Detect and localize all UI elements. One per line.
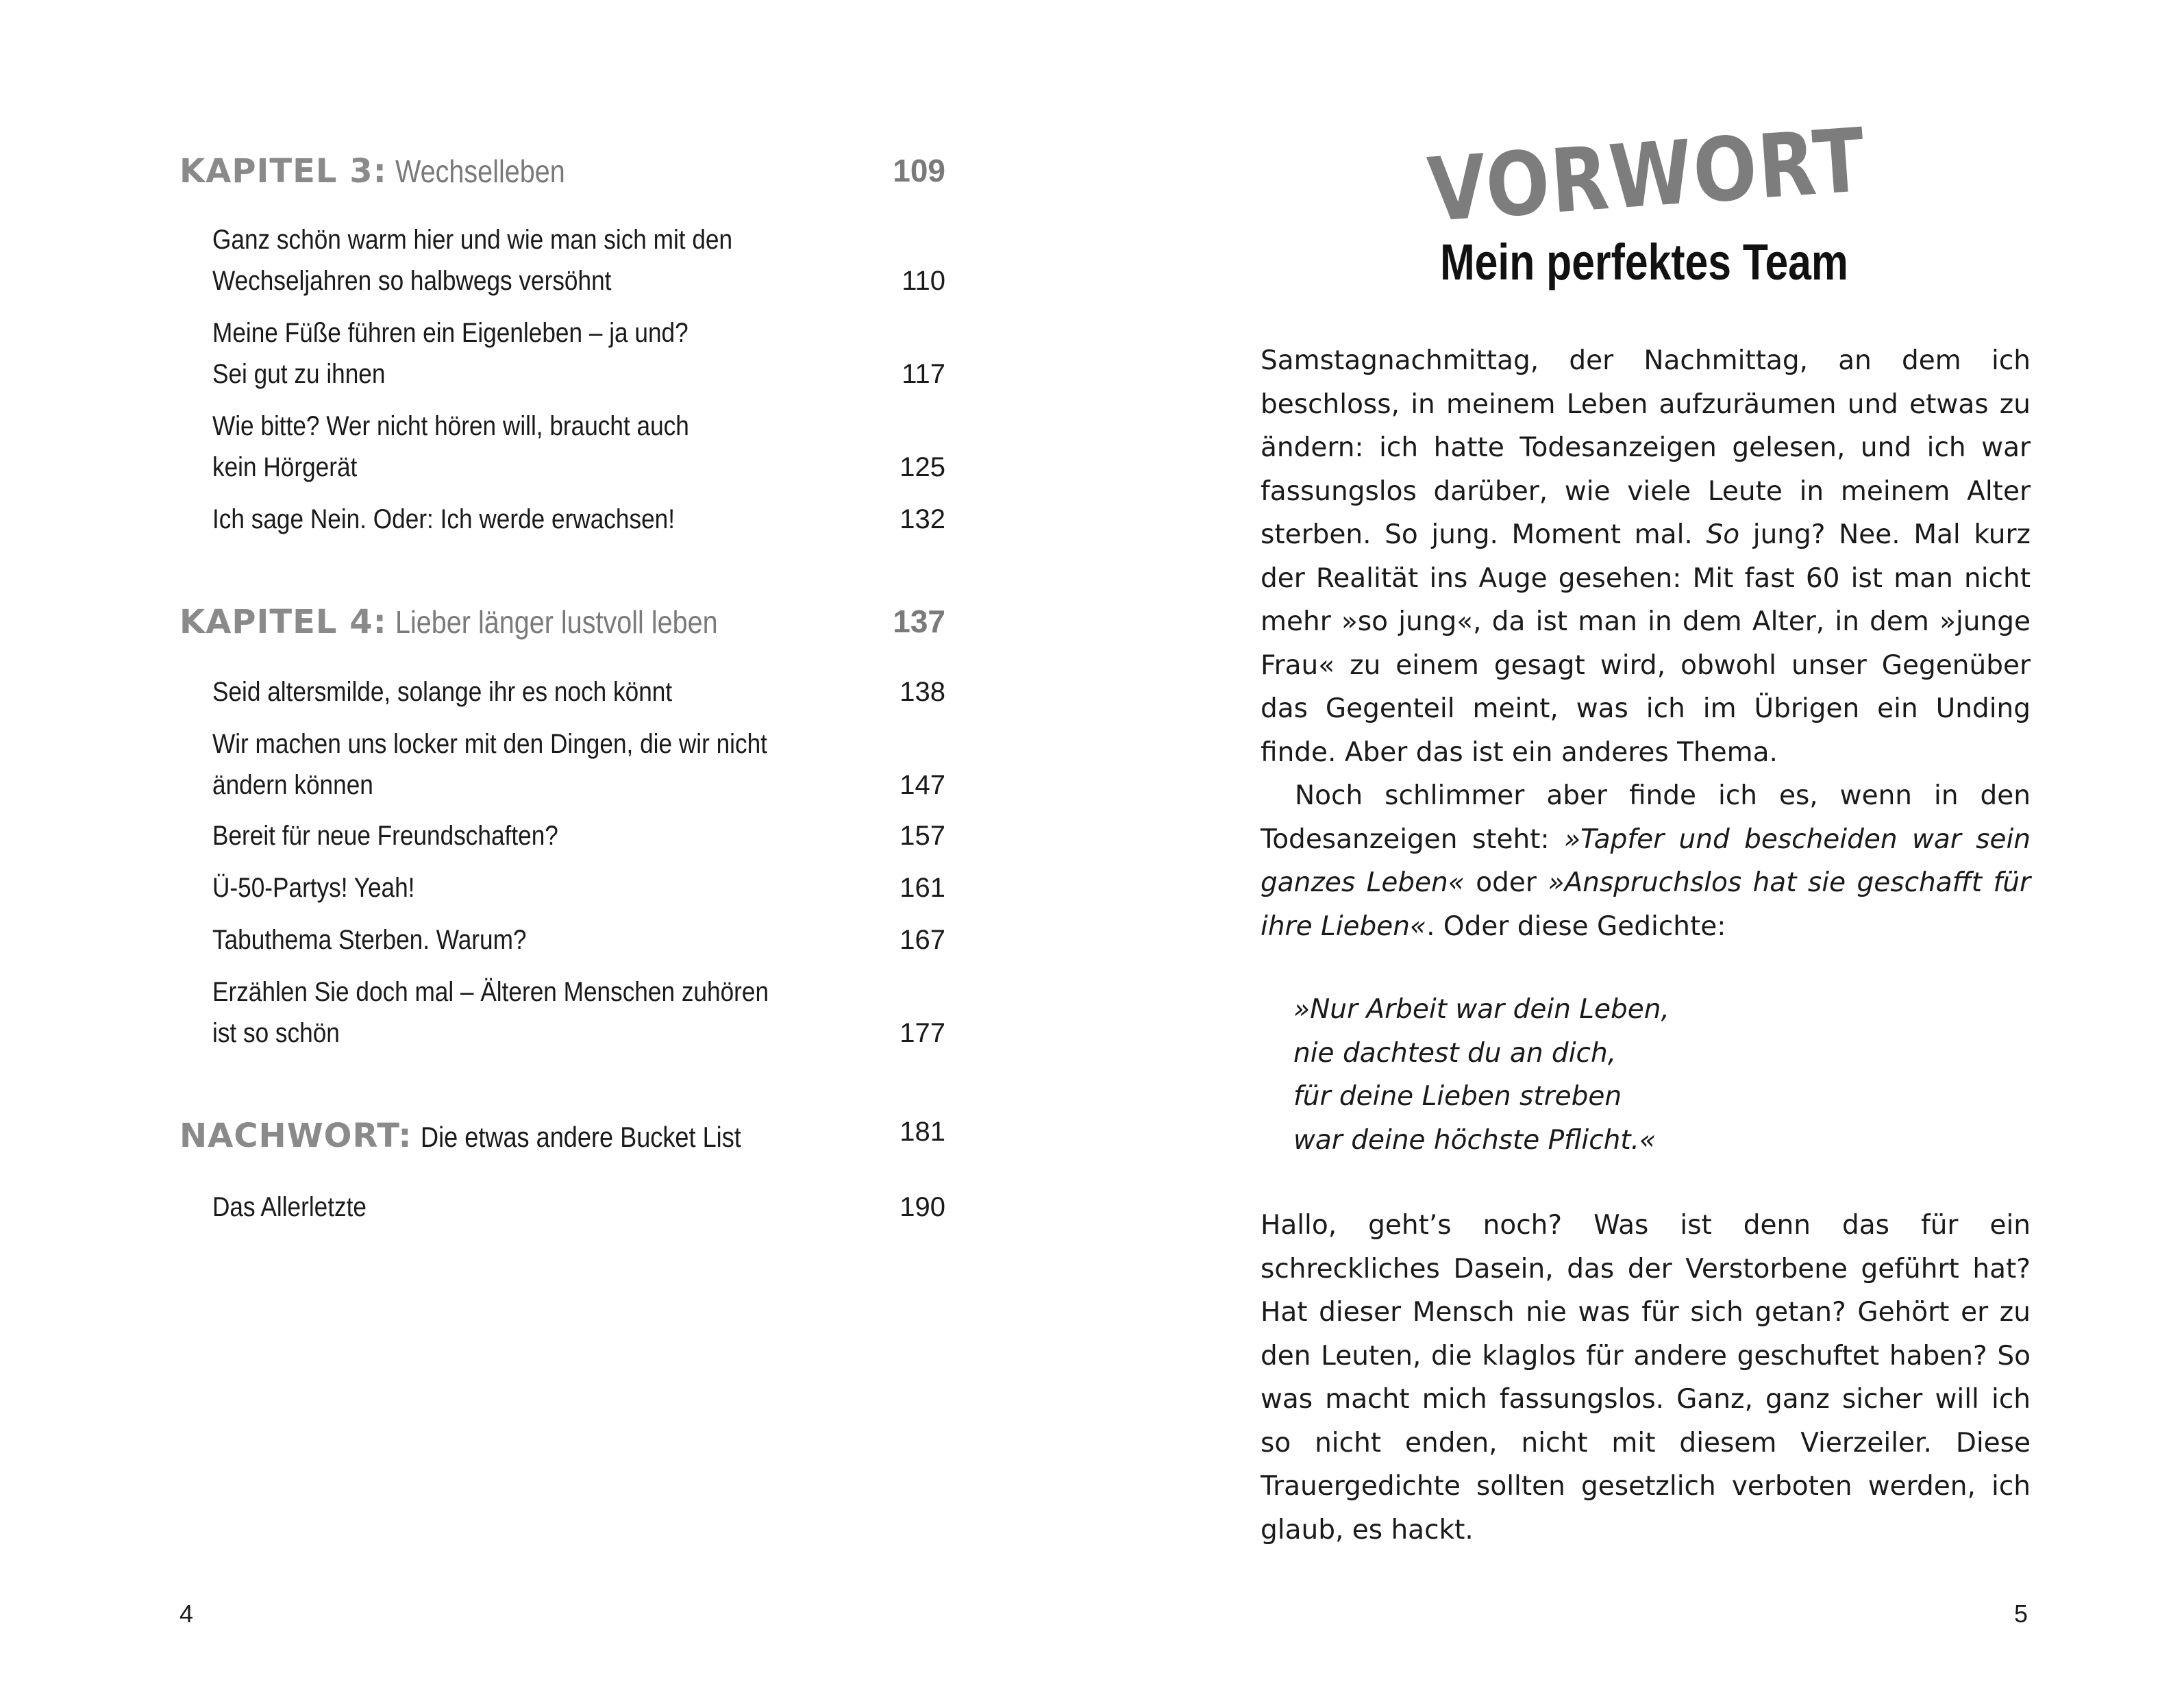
paragraph-text: . Oder diese Gedichte: bbox=[1426, 910, 1726, 942]
toc-entry bbox=[212, 867, 945, 908]
chapter-label: KAPITEL 3: bbox=[179, 152, 387, 190]
toc-entry-page: 177 bbox=[899, 1018, 945, 1048]
toc-entry bbox=[212, 671, 945, 712]
toc-entry-line: Meine Füße führen ein Eigenleben – ja und? bbox=[212, 318, 688, 348]
toc-entry-line: Erzählen Sie doch mal – Älteren Menschen zuhören bbox=[212, 977, 769, 1007]
toc-entry bbox=[212, 406, 945, 488]
quote-text: »Tapfer und bescheiden war sein ganzes Leben« bbox=[1261, 823, 2031, 898]
toc-entry-line: Das Allerletzte bbox=[212, 1192, 367, 1222]
paragraph-text: oder bbox=[1464, 867, 1548, 898]
poem bbox=[1293, 988, 1670, 1162]
paragraph-text: Samstagnachmittag, der Nachmittag, an dem ich beschloss, in meinem Leben aufzuräumen und etwas zu ändern: ich hatte Todesanzeigen gelesen, und ich war fassungslos darüber, wie viele Leute in meinem Alter sterben. So jung. Moment mal. bbox=[1261, 345, 2031, 550]
paragraph bbox=[1261, 774, 2031, 948]
toc-entry-line: Wechseljahren so halbwegs versöhnt bbox=[212, 266, 612, 296]
toc-entry-page: 110 bbox=[902, 266, 945, 296]
chapter-page-number: 109 bbox=[893, 153, 945, 188]
toc-entry-line: ändern können bbox=[212, 770, 373, 800]
toc-entry-line: Sei gut zu ihnen bbox=[212, 359, 386, 389]
toc-entry-line: ist so schön bbox=[212, 1018, 340, 1048]
toc-entry-line: Ich sage Nein. Oder: Ich werde erwachsen! bbox=[212, 504, 675, 534]
chapter-page-number: 137 bbox=[893, 604, 945, 639]
toc-entry-page: 161 bbox=[899, 873, 945, 903]
poem-line: für deine Lieben streben bbox=[1293, 1081, 1622, 1112]
toc-entry-page: 147 bbox=[899, 770, 945, 800]
paragraph-text: jung? Nee. Mal kurz der Realität ins Auge gesehen: Mit fast 60 ist man nicht mehr »so jung«, da ist man in dem Alter, in dem »junge Frau« zu einem gesagt wird, obwohl unser Gegenüber das Gegenteil meint, was ich im Übrigen ein Unding finde. Aber das ist ein anderes Thema. bbox=[1261, 519, 2031, 768]
page-number-left: 4 bbox=[179, 1600, 194, 1628]
toc-entry bbox=[212, 971, 945, 1054]
poem-line: »Nur Arbeit war dein Leben, bbox=[1293, 994, 1670, 1025]
quote-text: »Anspruchslos hat sie geschafft für ihre Lieben« bbox=[1261, 867, 2031, 942]
chapter-title: Lieber länger lustvoll leben bbox=[395, 604, 718, 640]
chapter-label: NACHWORT: bbox=[179, 1117, 412, 1155]
chapter-label: KAPITEL 4: bbox=[179, 603, 387, 641]
poem-line: nie dachtest du an dich, bbox=[1293, 1037, 1617, 1069]
toc-chapter-heading bbox=[179, 152, 945, 214]
paragraph: Hallo, geht’s noch? Was ist denn das für ein schreckliches Dasein, das der Verstorbene geführt hat? Hat dieser Mensch nie was für sich getan? Gehört er zu den Leuten, die klaglos für andere geschuftet haben? So was macht mich fassungslos. Ganz, ganz sicher will ich so nicht enden, nicht mit diesem Vierzeiler. Diese Trauergedichte sollten gesetzlich verboten werden, ich glaub, es hackt. bbox=[1261, 1210, 2031, 1546]
toc-entry-page: 125 bbox=[899, 452, 945, 482]
toc-entry-line: Wir machen uns locker mit den Dingen, die wir nicht bbox=[212, 729, 767, 759]
toc-entry bbox=[212, 723, 945, 806]
toc-chapter-heading bbox=[179, 1117, 945, 1178]
toc-entry bbox=[212, 499, 945, 540]
toc-entry bbox=[212, 919, 945, 960]
toc-chapter-heading bbox=[179, 603, 945, 665]
toc-entry-line: Ü-50-Partys! Yeah! bbox=[212, 873, 415, 903]
toc-entry-line: Wie bitte? Wer nicht hören will, braucht auch bbox=[212, 411, 689, 441]
subtitle: Mein perfektes Team bbox=[1440, 234, 1848, 290]
toc-entry bbox=[212, 312, 945, 395]
toc-entry-page: 138 bbox=[899, 677, 945, 707]
toc-entry-line: Seid altersmilde, solange ihr es noch könnt bbox=[212, 677, 673, 707]
poem-line: war deine höchste Pflicht.« bbox=[1293, 1124, 1656, 1156]
page-number-right: 5 bbox=[2014, 1600, 2028, 1628]
toc-entry-page: 167 bbox=[899, 925, 945, 955]
paragraph-text: Noch schlimmer aber finde ich es, wenn in den Todesanzeigen steht: bbox=[1261, 780, 2031, 855]
toc-entry bbox=[212, 1187, 945, 1228]
toc-entry-line: Ganz schön warm hier und wie man sich mit den bbox=[212, 225, 733, 255]
toc-entry-page: 117 bbox=[902, 359, 945, 389]
toc-entry bbox=[212, 815, 945, 856]
chapter-title: Die etwas andere Bucket List bbox=[420, 1121, 741, 1153]
vorwort-heading-text: VORWORT bbox=[1424, 104, 1944, 243]
toc-entry-page: 132 bbox=[899, 504, 945, 534]
toc-entry-line: kein Hörgerät bbox=[212, 452, 358, 482]
emphasis-text: So bbox=[1706, 519, 1740, 550]
toc-entry-page: 157 bbox=[899, 821, 945, 851]
paragraph bbox=[1261, 339, 2031, 774]
chapter-title: Wechselleben bbox=[395, 153, 565, 189]
toc-entry-line: Tabuthema Sterben. Warum? bbox=[212, 925, 527, 955]
toc-entry bbox=[212, 219, 945, 301]
chapter-heading-vorwort bbox=[1411, 103, 1944, 247]
toc-entry-page: 190 bbox=[899, 1192, 945, 1222]
toc-entry-line: Bereit für neue Freundschaften? bbox=[212, 821, 558, 851]
chapter-page-number: 181 bbox=[899, 1117, 945, 1147]
vorwort-heading-graphic bbox=[1411, 103, 1944, 247]
